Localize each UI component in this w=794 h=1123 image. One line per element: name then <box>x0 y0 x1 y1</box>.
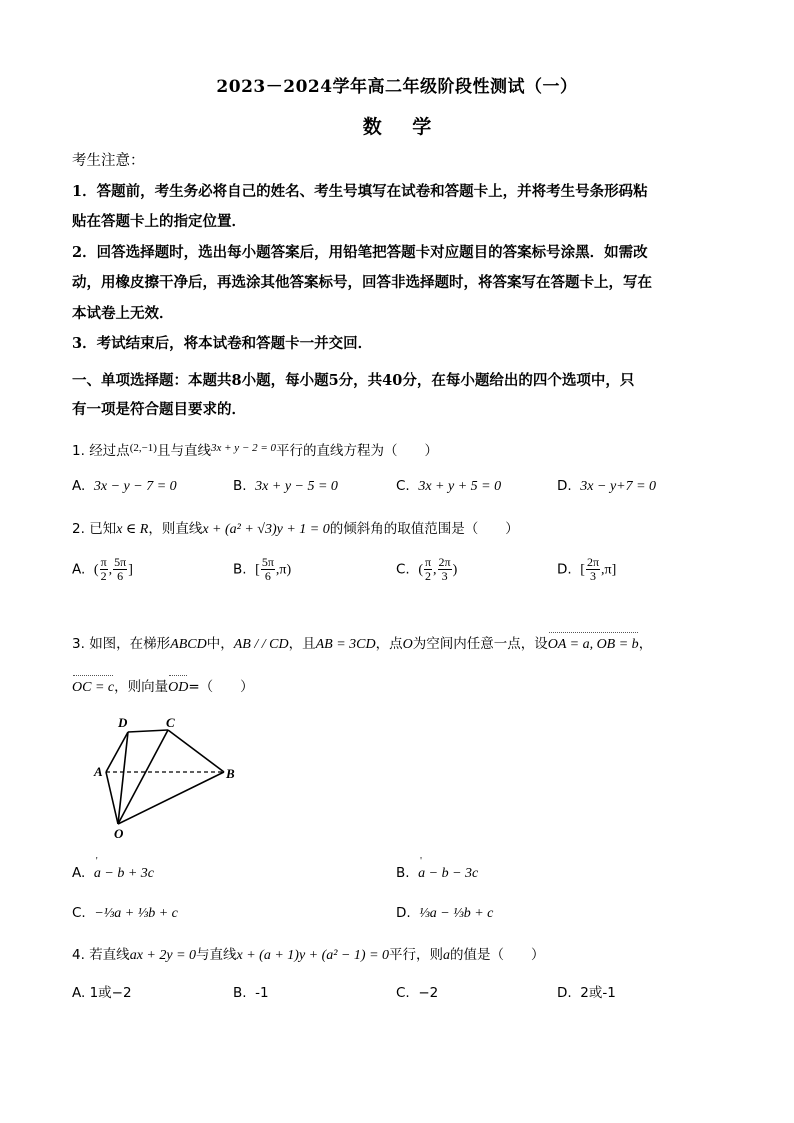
option-value: 3x + y + 5 = 0 <box>418 479 502 494</box>
q3-text: 如图，在梯形 <box>89 636 171 652</box>
denominator: 6 <box>264 569 271 583</box>
question-number: 4. <box>72 947 85 963</box>
q2-line: x + (a² + √3)y + 1 = 0 <box>202 522 330 537</box>
question-number: 1. <box>72 443 85 459</box>
bracket: ) <box>452 562 458 578</box>
subject-title: 数 学 <box>362 116 444 138</box>
q1-point: (2,−1) <box>129 442 157 454</box>
edge-co <box>118 730 168 824</box>
option-label: D. <box>557 478 572 494</box>
option-label: B. <box>233 561 247 578</box>
option-value: ' a − b − 3c <box>418 863 478 885</box>
bracket: [ <box>255 562 260 578</box>
fraction <box>424 556 432 583</box>
notice-block <box>72 146 722 360</box>
option-value: 2或-1 <box>580 985 616 1001</box>
q4-line-1: ax + 2y = 0 <box>129 948 197 963</box>
fraction <box>113 556 127 583</box>
notice-item-1-line-1: 1．答题前，考生务必将自己的姓名、考生号填写在试卷和答题卡上，并将考生号条形码粘 <box>72 182 648 200</box>
q4-text: 的值是（ ） <box>450 947 545 963</box>
q4-variable: a <box>443 948 451 963</box>
label-c: C <box>166 715 175 730</box>
fraction <box>261 556 275 583</box>
q3-ratio: AB = 3CD <box>315 637 376 652</box>
q3-vector-defs: OA = a, OB = b <box>548 634 639 656</box>
q1-option-a[interactable] <box>72 475 177 498</box>
trapezoid-pyramid-figure <box>76 712 246 842</box>
q1-option-c[interactable] <box>396 475 501 498</box>
q3-text: 为空间内任意一点，设 <box>412 636 548 652</box>
option-label: B. <box>233 478 247 494</box>
q2-option-b[interactable] <box>233 556 291 583</box>
question-2-stem <box>72 518 722 541</box>
option-label: A. <box>72 985 86 1001</box>
q3-text: ， <box>638 636 653 652</box>
q4-option-b[interactable] <box>233 982 269 1004</box>
label-d: D <box>118 715 128 730</box>
numerator: 2π <box>438 555 451 569</box>
edge-dc <box>128 730 168 732</box>
option-value: ⅓a − ⅓b + c <box>419 906 494 921</box>
q3-text: ，则向量 <box>114 679 169 695</box>
q1-option-d[interactable] <box>557 475 656 498</box>
q2-option-a[interactable]: A. ( $\frac{\pi}{2}$ , $\frac{5\pi}{6}$ ] <box>72 555 133 583</box>
q1-text: 平行的直线方程为（ ） <box>276 443 439 459</box>
question-number: 3. <box>72 636 85 652</box>
q3-text: 中， <box>206 636 234 652</box>
q1-option-b[interactable] <box>233 475 338 498</box>
numerator: 5π <box>261 555 274 569</box>
numerator: 2π <box>586 555 600 569</box>
option-label: C. <box>396 985 410 1001</box>
q2-condition: x ∈ R <box>116 522 149 537</box>
question-3-stem <box>72 633 722 656</box>
option-value: ' a − b + 3c <box>94 863 154 885</box>
section-1-line-2: 有一项是符合题目要求的． <box>72 401 246 418</box>
q3-option-b[interactable] <box>396 862 478 885</box>
edge-ao <box>106 772 118 824</box>
question-number: 2. <box>72 521 85 537</box>
bracket: ] <box>128 562 133 578</box>
q3-vector-c: OC = c <box>72 677 114 699</box>
q2-option-c[interactable]: C. ( $\frac{\pi}{2}$ , $\frac{2\pi}{3}$ ) <box>396 555 458 583</box>
interval-tail: ,π) <box>275 562 292 578</box>
notice-item-2-line-2: 动，用橡皮擦干净后，再选涂其他答案标号，回答非选择题时，将答案写在答题卡上，写在 <box>72 274 652 291</box>
q3-text: ，点 <box>375 636 403 652</box>
q3-vector-od: OD <box>168 677 188 699</box>
q3-parallel: AB / / CD <box>233 637 289 652</box>
numerator: 5π <box>114 555 127 569</box>
denominator: 3 <box>589 569 596 583</box>
q3-text: =（ ） <box>188 679 254 695</box>
fraction <box>586 556 600 583</box>
denominator: 2 <box>425 569 432 583</box>
notice-item-1-line-2: 贴在答题卡上的指定位置． <box>72 213 246 230</box>
q2-option-d[interactable] <box>557 556 616 583</box>
notice-item-3: 3．考试结束后，将本试卷和答题卡一并交回． <box>72 335 373 352</box>
notice-item-2-line-1: 2．回答选择题时，选出每小题答案后，用铅笔把答题卡对应题目的答案标号涂黑．如需改 <box>72 243 648 261</box>
fraction <box>438 556 452 583</box>
notice-item-2-line-3: 本试卷上无效． <box>72 304 174 322</box>
option-value: 3x + y − 5 = 0 <box>255 479 338 494</box>
denominator: 3 <box>441 569 448 583</box>
bracket: [ <box>580 562 585 578</box>
q4-text: 若直线 <box>89 947 130 963</box>
q1-line: 3x + y − 2 = 0 <box>210 442 277 454</box>
q3-point-o: O <box>402 637 413 652</box>
option-label: D. <box>396 905 411 921</box>
q3-option-d[interactable] <box>396 902 493 925</box>
q1-text: 且与直线 <box>156 443 211 459</box>
q4-line-2: x + (a + 1)y + (a² − 1) = 0 <box>236 948 390 963</box>
question-4-stem <box>72 944 722 967</box>
option-label: A. <box>72 865 86 881</box>
q4-option-c[interactable] <box>396 982 438 1004</box>
question-3-stem-line-2 <box>72 676 722 699</box>
bracket: ( <box>418 562 423 578</box>
section-1-heading <box>72 366 722 424</box>
option-label: D. <box>557 985 572 1001</box>
q4-option-d[interactable] <box>557 982 616 1004</box>
option-label: B. <box>396 865 410 881</box>
q1-text: 经过点 <box>89 443 130 459</box>
q3-text: ，且 <box>288 636 316 652</box>
label-b: B <box>226 766 235 781</box>
option-label: C. <box>396 561 410 578</box>
q4-text: 平行，则 <box>389 947 444 963</box>
option-value: 3x − y+7 = 0 <box>580 479 657 494</box>
q2-text: ，则直线 <box>148 521 203 537</box>
label-a: A <box>94 764 103 779</box>
denominator: 2 <box>100 569 107 583</box>
option-label: A. <box>72 561 86 578</box>
q3-option-a[interactable] <box>72 862 154 885</box>
q2-text: 已知 <box>89 521 117 537</box>
q4-text: 与直线 <box>196 947 237 963</box>
q2-text: 的倾斜角的取值范围是（ ） <box>329 521 519 537</box>
denominator: 6 <box>117 569 124 583</box>
option-label: A. <box>72 478 86 494</box>
option-value: −2 <box>418 985 439 1001</box>
option-label: C. <box>72 905 86 921</box>
q3-option-c[interactable] <box>72 902 178 925</box>
option-value: −⅓a + ⅓b + c <box>94 906 178 921</box>
q4-option-a[interactable] <box>72 982 132 1004</box>
label-o: O <box>114 826 124 841</box>
edge-bo <box>118 772 224 824</box>
numerator: π <box>424 555 432 569</box>
q3-trapezoid: ABCD <box>170 637 207 652</box>
interval-tail: ,π] <box>601 562 617 578</box>
option-value: 3x − y − 7 = 0 <box>93 479 177 494</box>
question-1-stem <box>72 437 722 462</box>
edge-cb <box>168 730 224 772</box>
fraction <box>100 556 108 583</box>
option-value: -1 <box>255 985 269 1001</box>
option-label: D. <box>557 561 572 578</box>
option-label: C. <box>396 478 410 494</box>
exam-title: 2023－2024学年高二年级阶段性测试（一） <box>216 77 578 97</box>
notice-head: 考生注意： <box>72 153 145 169</box>
bracket: ( <box>93 562 99 578</box>
option-value: 1或−2 <box>89 985 132 1001</box>
numerator: π <box>100 555 107 569</box>
section-1-line-1: 一、单项选择题：本题共8小题，每小题5分，共40分，在每小题给出的四个选项中，只 <box>72 372 635 389</box>
option-label: B. <box>233 985 247 1001</box>
